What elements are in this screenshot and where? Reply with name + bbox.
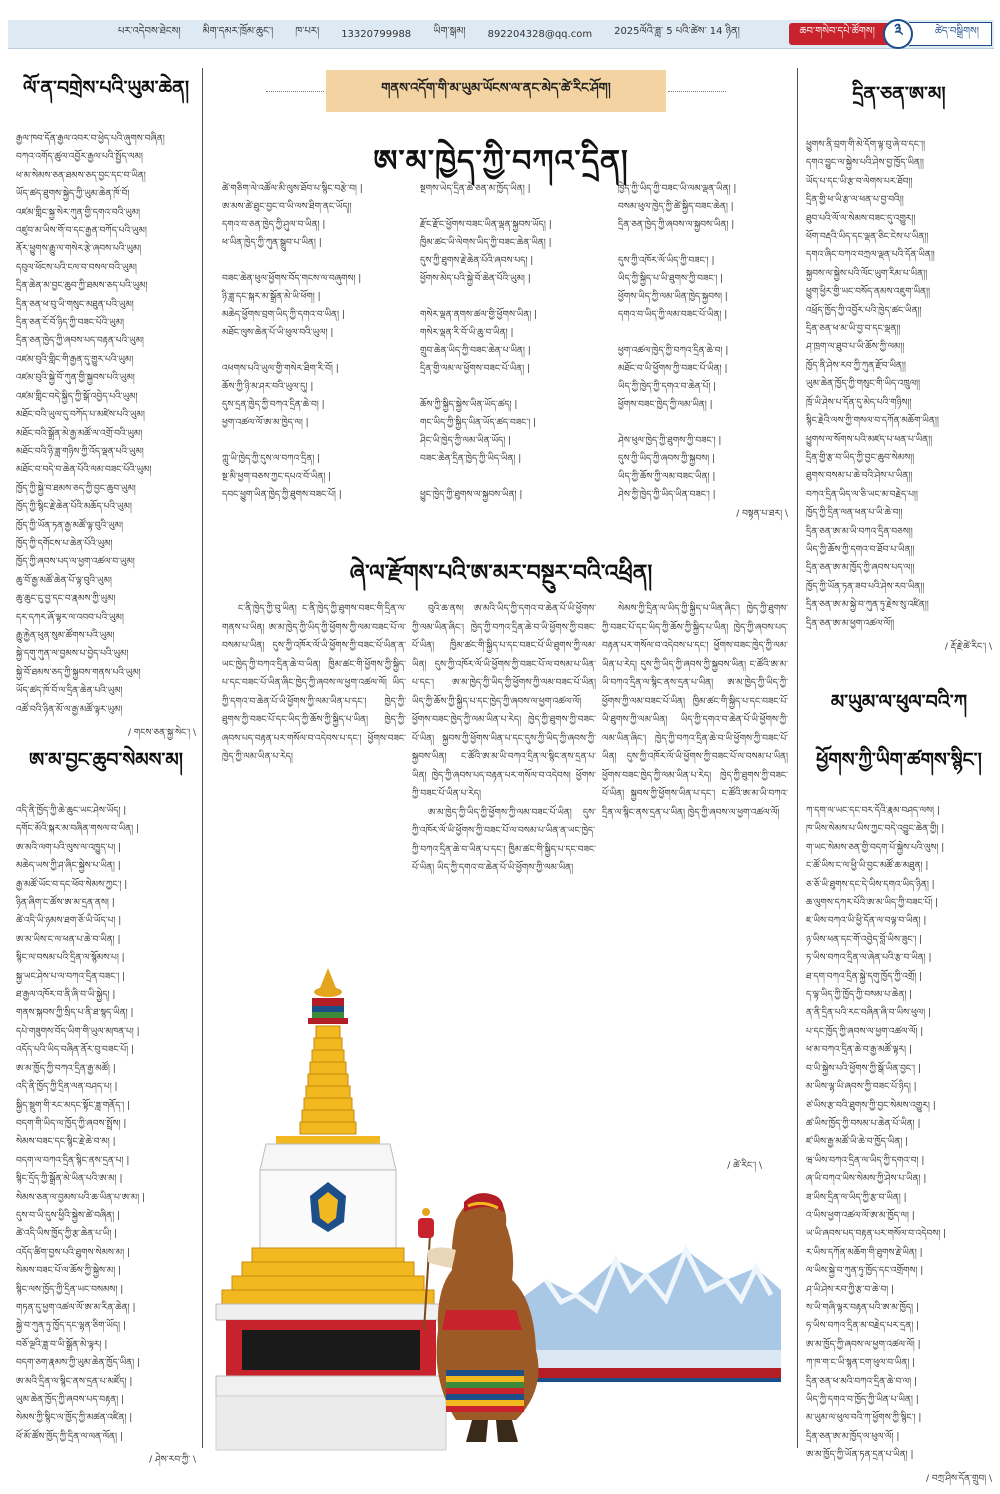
poem-stanza: [222, 450, 406, 504]
poem-line: བཀའ་འགོད་ཚུལ་འབྱོར་རྒྱལ་པའི་སྤྱོད་ལམ།: [16, 152, 143, 163]
poem-line: ཚེ་འདི་ཡི་ཉམས་ཐག་ཅོ་ཡི་ཡོད་པ། |: [16, 916, 122, 927]
poem-line: དགའ་བ་ཡིད་ཀྱི་ལམ་བཟང་པོ་ཡིན། |: [618, 310, 728, 320]
poem-line: འཚོ་བའི་ཉིན་མོ་ལ་རྒྱ་མཚོ་ལྟར་ཡུམ།: [16, 704, 123, 715]
poem-line: སྐྱབས་ལ་སྐྱེས་པའི་ལོང་ཡུག་རིམ་པ་ཡིན།།: [806, 268, 928, 279]
poem-line: སེམས་བཟང་དང་སྙིང་རྗེ་ཆེ་བ་མ། |: [16, 1137, 116, 1148]
poem-line: མཐོང་བའི་ཉི་ཟླ་གཉིས་ཀྱི་འོད་ལྡན་པའི་ཡུམ།: [16, 446, 144, 457]
prose-title: ཞེ་ལ་རྫོགས་པའི་ཨ་མར་བསྔུར་བའི་འཕྲིན།: [349, 560, 653, 586]
poem-line: འ་ཡིས་ཕྱག་འཚལ་ལོ་ཨ་མ་ཁྱོད་ལ། |: [806, 1210, 915, 1221]
poem-line: དུས་དྲན་ཁྱེད་ཀྱི་བཀའ་དྲིན་ཆེ་བ། |: [222, 400, 325, 410]
poem-line: ཡིད་ཀྱི་ཆོས་ཀྱི་དགའ་བ་ཐོབ་པ་ཡིན།།: [806, 544, 915, 555]
poem-line: གནས་སྐབས་ཀྱི་སྲིད་པ་ནི་ཐ་སྙད་ཡིན། |: [16, 1008, 134, 1019]
poem-line: མཐོང་ལུས་ཆེན་པོ་ཡི་ཕུལ་བའི་ཡུལ། |: [222, 328, 334, 338]
poem-line: བཟང་ཆེན་དྲིན་ཁྱེད་ཀྱི་ཡིད་ཡིན། |: [420, 454, 522, 464]
section-banner: གནས་འདོག་གི་མ་ཡུམ་ཡོངས་ལ་ནང་མེད་ཚེ་རིང་ཤོག།: [326, 70, 666, 112]
poem-line: ཤེས་ཀྱི་ཁྱེད་ཀྱི་ཡིད་ཡིན་བཟང་། |: [618, 490, 716, 500]
poem-line: པ་དང་ཁྱོད་ཀྱི་ཞབས་ལ་ཕྱག་འཚལ་ལོ། |: [806, 1026, 924, 1037]
poem-line: དྲིན་གྱི་རྩ་བ་ཡིད་ཀྱི་བྱང་ཆུབ་སེམས།།: [806, 452, 915, 463]
poem-line: དྲིན་ཅན་ཁྱེད་ཀྱི་ཞབས་པད་བརྟན་པའི་ཡུམ།: [16, 336, 144, 347]
poem-line: དུས་བ་ཡི་དུས་ཕྱིའི་སྐྱེས་ཚེ་བཞིན། |: [16, 1210, 121, 1221]
masthead-date: 2025ལོའི་ཟླ་ 5 པའི་ཚེས་ 14 ཉིན།: [614, 26, 740, 37]
poem-line: མ་ཡུམ་ལ་ཕུལ་བའི་ཀ་ཕྱོགས་ཀྱི་སྙིང་། |: [806, 1413, 922, 1424]
poem-line: ཡིད་ཀྱི་ཁྱེད་ཀྱི་དགའ་བ་ཆེན་པོ། |: [618, 382, 717, 392]
poem-stanza: [222, 360, 406, 432]
poem-line: ཐུབ་པའི་ལོ་ལ་སེམས་བཟང་དུ་འགྱུར།།: [806, 213, 916, 224]
poem-line: དུས་ཀྱི་འཁོར་ལོ་ཡིད་ཀྱི་བཟང་། |: [618, 256, 715, 266]
poem-stanza: [420, 216, 604, 288]
poem-stanza: [618, 180, 794, 234]
poem-line: ཕྱུང་ཁྱེད་ཀྱི་ཐུགས་ལ་སྐྱབས་ཡིན། |: [420, 490, 523, 500]
poem-line: ཁྱོད་ཀྱི་དགོངས་པ་ཆེན་པོའི་ཡུམ།: [16, 538, 113, 549]
poem-stanza: [420, 396, 604, 468]
poem-line: གཏན་དུ་ཕྱག་འཚལ་ལོ་ཨ་མ་རིན་ཆེན། |: [16, 1302, 136, 1313]
poem-line: ཁ་ཡིས་སེམས་པ་ཡིས་ཀྱང་བདེ་འབྱུང་ཆེན་གྱི། |: [806, 824, 945, 835]
poem-line: མཐོང་བའི་སྒྲོན་མེ་རྒྱ་མཚོ་ལ་འགྲོ་བའི་ཡུམ།: [16, 428, 143, 439]
poem-line: མཐོང་བའི་ཡུལ་དུ་བཀོད་པ་མཛེས་པའི་ཡུམ།: [16, 410, 145, 421]
poem-line: འཛམ་བུའི་སྐྱེ་བོ་ཀུན་གྱི་སྐྱབས་པའི་ཡུམ།: [16, 373, 135, 384]
poem-line: དུས་ཀྱི་ཡིད་ཀྱི་ཞབས་ཀྱི་སྐྱབས། |: [618, 454, 716, 464]
poem-line: དྲིན་ཅན་ཨ་མ་སྐྱེ་བ་ཀུན་ཏུ་རྗེས་སུ་འཛིན།།: [806, 600, 929, 611]
poem-line: བདག་ཅག་རྣམས་ཀྱི་ཡུམ་ཆེན་ཁྱོད་ཡིན། |: [16, 1358, 141, 1369]
poem-line: གྲུབ་ཆེན་ཡིད་ཀྱི་བཟང་ཆེན་པ་ཡིན། |: [420, 346, 531, 356]
poem-line: དྲིན་ཅན་ཨ་མ་ཁྱོད་ཀྱི་ཞབས་པད་ལ།།: [806, 563, 915, 574]
left-bottom-signature: / ཤེས་རབ་ཀྱི་ \: [149, 1455, 196, 1466]
stupa-illustration: [216, 950, 786, 1450]
poem-line: ཛ་ཡིས་རྒྱ་མཚོ་ཡི་ཆེ་བ་ཁྱོད་ཡིན། |: [806, 1137, 909, 1148]
poem-stanza: [222, 270, 406, 342]
issue-label: ཆབ་གསེབ་དཔེ་ཚོགས།: [789, 23, 908, 45]
left-top-lines: [16, 130, 196, 719]
center-poem-column: [420, 180, 604, 522]
poem-line: སྙིང་རྗེའི་ལས་ཀྱི་གསལ་བ་དཀོན་མཆོག་ཡིན།།: [806, 416, 939, 427]
poem-line: འདོད་ཚིག་བྱས་པའི་ཐུགས་སེམས་མ། |: [16, 1247, 130, 1258]
poem-line: ཨ་མའི་ལག་པའི་ལུས་ལ་འཁྱུད་པ། |: [16, 842, 122, 853]
poem-line: ཚ་ཡིས་ཁྱོད་ཀྱི་བསམ་པ་ཆེན་པོ་ཡིན། |: [806, 1118, 921, 1129]
poem-line: བསམ་ཕུལ་ཁྱེད་ཀྱི་ཚེ་སྐྱིད་བཟང་ཆེན། |: [618, 202, 734, 212]
poem-line: ཨ་མ་ཁྱོད་ཀྱི་ཞབས་ལ་ཕྱག་འཚལ་ལོ། |: [806, 1339, 921, 1350]
poem-line: ཕྱུགས་ནི་བྲག་གི་མེ་དོག་ལྟ་བུ་ཞེ་བ་དང་།།: [806, 140, 925, 150]
poem-line: སེམས་བཟང་པོ་ལ་ཆོས་ཀྱི་སྐྱེས་མ། |: [16, 1266, 122, 1277]
mountain-range: [506, 1250, 781, 1370]
prose-column-1: [222, 600, 406, 762]
poem-line: འཕགས་པའི་ཡུལ་གྱི་གསེར་ཐིག་རི་བོ། |: [222, 364, 339, 374]
poem-line: ཁྱོད་ཀྱི་སྙིང་རྗེ་ཆེན་པོའི་མཆོད་པའི་ཡུམ།: [16, 502, 132, 513]
poem-line: སྙིང་ལ་བསམ་པའི་དྲིན་ལ་སྙོམས་པ། |: [16, 953, 125, 964]
poem-line: ཉིན་ཞིག་ང་ཚོས་ཨ་མ་དྲན་ནས། |: [16, 898, 115, 909]
poem-line: ཁྲོ་ཡི་ཤེས་པ་དོན་དུ་མེད་པའི་གཉིས།།: [806, 397, 912, 408]
poem-stanza: [420, 306, 604, 378]
poem-line: ཁྱིམ་ཚང་ཡི་ལེགས་ཡིད་ཀྱི་བཟང་ཆེན་ཡིན། |: [420, 238, 552, 248]
poem-line: དྲིན་ཅན་ཁྱེད་ཀྱི་ཞབས་ལ་སྐྱབས་ཡིན། |: [618, 220, 735, 230]
left-top-poem: [16, 66, 196, 748]
poem-line: ཕོ་མོ་ཚོས་ཁྱོད་ཀྱི་དྲིན་ལ་ལན་ལོན། |: [16, 1431, 123, 1442]
right-bottom-signature: / བཀྲ་ཤིས་དོན་གྲུབ། \: [925, 1473, 992, 1484]
poem-line: དགའ་ཞིང་བཀའ་བཀྲལ་ལྡན་པའི་དོན་ཡིན།།: [806, 250, 935, 261]
poem-line: དགའ་བ་ཅན་ཁྱེད་ཀྱི་ཤུལ་བ་ཡིན། |: [222, 220, 326, 230]
poem-line: ཆུ་ཆུང་ངུ་བྱ་དང་བ་རྣམས་ཀྱི་ཡུམ།: [16, 594, 116, 605]
poem-line: འཛམ་གླིང་སྐྱ་སེར་ཀུན་གྱི་དགའ་བའི་ཡུམ།: [16, 207, 141, 218]
poem-line: དྲིན་ཅན་ཕ་མ་ཡི་བྱ་བ་དང་ལྡན།།: [806, 324, 901, 335]
left-bottom-poem: [16, 738, 196, 1475]
poem-line: ཁྱེད་ཀྱི་ཡིད་ཀྱི་བཟང་ཡི་ལམ་ལྡན་ཡིན། |: [618, 184, 737, 194]
poem-line: དྲིན་ཅན་ཨ་མ་ཁྱོད་ལ་ཕུལ་ལོ། |: [806, 1431, 900, 1442]
poem-line: དྲིན་གྱི་ལམ་ལ་ཕྱོགས་བཟང་པོ་ཡིན། |: [420, 364, 530, 374]
issue-number: ༣: [883, 19, 913, 49]
poem-line: ཞ་ཡི་བཀའ་ཡིས་སེམས་ཀྱི་ཤེས་པ་ཡིན། |: [806, 1174, 927, 1185]
poem-stanza: [618, 342, 794, 414]
poem-line: དྲིན་ཅན་ཨ་མ་ཕྱག་འཚལ་ལོ།།: [806, 618, 895, 629]
poem-line: ཕ་ཡིན་ཁྱེད་ཀྱི་ཀུན་སྒྲུབ་པ་ཡིན། |: [222, 238, 322, 248]
poem-line: དགོང་མོའི་སྐར་མ་བཞིན་གསལ་བ་ཡིན། |: [16, 824, 139, 835]
poem-line: མཆེད་ཕྱོགས་བྲག་ཡིད་ཀྱི་དགའ་བ་ཡིན། |: [222, 310, 345, 320]
poem-line: ཀ་ཁ་ག་ང་ཡི་སྙན་ངག་ཕུལ་བ་ཡིན། |: [806, 1358, 916, 1369]
right-top-poem: [806, 72, 992, 662]
poem-line: ཁྱོད་ཀྱི་ཞབས་པད་ལ་ཕྱག་འཚལ་བ་ཡུམ།: [16, 557, 135, 568]
poem-line: སྐྱེ་བོ་ཐམས་ཅད་ཀྱི་སྐྱབས་གནས་པའི་ཡུམ།: [16, 667, 141, 678]
poem-line: ཆུ་བོ་རྒྱ་མཚོ་ཆེན་པོ་ལྟ་བུའི་ཡུམ།: [16, 575, 112, 586]
poem-line: ད་ལྟ་ཡིད་ཀྱི་ཁྱོད་ཀྱི་བསམ་པ་ཆེན། |: [806, 990, 913, 1001]
poem-line: ཁྱོད་ཀྱི་དྲིན་ལན་ཕན་པ་ཡི་ཆེ་བ།།: [806, 508, 903, 519]
masthead-meta-item: མིག་དམར་ཁྲོམ་ཆུང་།: [202, 26, 274, 37]
masthead-meta-item: ཁ་པར།: [295, 26, 320, 37]
right-bottom-title-1: མ་ཡུམ་ལ་ཕུལ་བའི་ཀ: [830, 691, 968, 713]
poem-line: ཡིད་ཀྱི་སྐྱིད་པ་ཡི་ཐུགས་ཀྱི་བཟང་། |: [618, 274, 724, 284]
poem-line: ཐ་དག་བཀའ་དྲིན་སྐྱེ་དགུ་ཁྱོད་ཀྱི་འགྲོ། |: [806, 971, 923, 982]
poem-line: ཁྱོད་ཀྱི་ཡོན་ཏན་ཟབ་པའི་ཤེས་རབ་ཡིན།།: [806, 581, 925, 592]
poem-line: སྙིང་དྲོད་ཀྱི་སྒྲོན་མེ་ཡིན་པའི་ཨ་མ། |: [16, 1174, 123, 1185]
left-top-signature: / གངས་ཅན་སྐྱ་སེང་། \: [127, 728, 196, 738]
center-poem-signature: / བསྟན་པ་ཐར། \: [736, 509, 788, 519]
poem-line: ཕྱོགས་ཡིད་ཀྱི་ལམ་ཡིན་ཁྱེད་སྐྱབས། |: [618, 292, 728, 302]
poem-line: ར་ཡིས་དཀོན་མཆོག་གི་ཐུགས་རྗེ་ཡིན། |: [806, 1247, 923, 1258]
right-bottom-title-2: ཕྱོགས་ཀྱི་ཡིག་ཚགས་སྙིང་།: [816, 749, 982, 771]
poem-line: དར་དཀར་ཞོ་ལྟར་ལ་འབབ་པའི་ཡུམ།: [16, 612, 124, 623]
poem-line: ཨ་མས་ཚེ་ཐུང་བྱང་བ་ཡི་ལས་ཐིག་ནང་ཡོད།།: [222, 202, 352, 212]
poem-line: ཡུམ་ཆེན་ཁྱོད་ཀྱི་གསུང་གི་ཡིད་འཁྲུལ།།: [806, 379, 921, 390]
poem-line: རྒྱུ་རྐྱེན་ཕུན་སུམ་ཚོགས་པའི་ཡུམ།: [16, 630, 115, 641]
poem-line: གསེར་ལྡན་རི་བོ་ཡི་ཆུ་བ་ཡིན། |: [420, 328, 514, 338]
poem-line: བདག་གི་ཡིད་ལ་ཁྱོད་ཀྱི་ཞབས་སྤྲོས། |: [16, 1118, 127, 1129]
poem-line: ཕ་མ་བཀའ་དྲིན་ཆེ་བ་རྒྱ་མཚོ་ལྟར། |: [806, 1045, 912, 1056]
poem-line: ཨ་མ་ཁྱོད་ཀྱི་བཀའ་དྲིན་རྒྱ་མཚོ། |: [16, 1063, 116, 1074]
poem-line: ཕྱོགས་བཟང་ཁྱེད་ཀྱི་ལམ་ཡིན། |: [618, 400, 713, 410]
poem-line: རྒྱལ་ཁབ་དོན་རྒྱལ་འབར་བ་ཕྱེད་པའི་ཞུགས་བཞིན།: [16, 134, 165, 144]
poem-line: ཐ་རྒྱལ་འཁོར་བ་ནི་ཞི་བ་ཡི་སྐྱེད། |: [16, 990, 116, 1001]
poem-line: ཀླུ་ཡི་ཁྱེད་ཀྱི་དུས་ལ་བཀའ་དྲིན། |: [222, 454, 321, 464]
poem-line: རྫོང་རྫོང་ཕྱོགས་བཟང་ཡིན་ལྡན་སྐྱབས་ཡོད། |: [420, 220, 552, 230]
poem-line: སེམས་ཀྱི་སྙིང་ལ་ཁྱོད་ཀྱི་མཚན་འཛིན། |: [16, 1413, 133, 1424]
poem-line: ཕྱུག་ཕྱིར་གྱི་ཡང་བསོད་ནམས་འཇུག་ཡིན།།: [806, 287, 930, 298]
right-top-title: དྲིན་ཅན་ཨ་མ།: [852, 83, 946, 105]
poem-line: ཕྱུགས་ལ་སོགས་པའི་མཛད་པ་ཕན་པ་ཡིན།།: [806, 434, 933, 445]
poem-line: བཟང་ཆེན་ཕུལ་ཕྱོགས་བོད་གངས་ལ་བཞུགས། |: [222, 274, 362, 284]
poem-line: སྙིང་ལས་ཁྱོད་ཀྱི་དྲིན་ཡང་བསམས། |: [16, 1284, 124, 1295]
poem-line: ཕྱག་འཚལ་ལོ་ཨ་མ་ཁྱེད་ལ། |: [222, 418, 309, 428]
poem-line: སེམས་ཅན་ལ་བྱམས་པའི་ཆ་ཡིན་པ་ཨ་མ། |: [16, 1192, 146, 1203]
poem-line: ང་ཚོ་ཡིས་ང་ལ་ཕྱི་ཡི་བྱང་མཚོ་ཆ་མཐུན། |: [806, 861, 929, 872]
poem-line: སྐྱིད་སྡུག་གི་རང་མདང་སྟོང་ཟླ་གནོད་། |: [16, 1100, 131, 1111]
poem-line: ཁྱོད་ཀྱི་ཡོན་ཏན་རྒྱ་མཚོ་ལྟ་བུའི་ཡུམ།: [16, 520, 123, 531]
poem-line: དྲིན་ཅན་ཕ་བུ་ཡི་གསུང་མཐུན་པའི་ཡུམ།: [16, 299, 134, 310]
poem-line: ཅ་ཅོ་ཡི་ཐུགས་དང་དེ་ཡིས་དགའ་ཡིད་ཉིན། |: [806, 879, 935, 890]
poem-line: ན་ནི་དྲིན་པའི་རང་བཞིན་ཞི་བ་ཡིས་ཕུལ། |: [806, 1008, 931, 1019]
masthead-meta-item: པར་འདེབས་ཐེངས།: [118, 26, 181, 37]
poem-line: དབང་ཕྱུག་ཡིན་ཁྱེད་ཀྱི་ཐུགས་བཟང་པོ། |: [222, 490, 342, 500]
poem-line: སྔ་མི་ཕྱག་བཅས་ཀྱང་དཔའ་བོ་ཡིན། |: [222, 472, 332, 482]
poem-line: ཡོད་པ་དང་ཡི་རྩ་བ་ལེགས་པར་ཐོབ།།: [806, 176, 913, 187]
poem-line: དུས་ཀྱི་ཐུགས་རྗེ་ཆེན་པོའི་ཞབས་པད། |: [420, 256, 534, 266]
poem-line: ཏ་ཡིས་བཀའ་དྲིན་ལ་ཞེན་པའི་རྩ་བ་ཡིན། |: [806, 953, 932, 964]
poem-line: དཔེ་གཟུགས་བོད་ཡིག་གི་ཡུལ་མཁན་པ། |: [16, 1026, 140, 1037]
poem-stanza: [420, 180, 604, 198]
column-divider: [797, 68, 798, 1448]
poem-line: གང་ཡིད་ཀྱི་སྐྱིད་ཡིན་ཡོད་ཚད་བཟང་། |: [420, 418, 537, 428]
poem-line: ཆ་ལུགས་དཀར་པོའི་ཨ་མ་ཡིད་ཀྱི་བཟང་པོ། |: [806, 898, 939, 909]
right-top-lines: [806, 136, 992, 633]
poem-line: ཕོག་བརྡའི་ཡིད་དང་ལྡན་ཅིང་ངེས་པ་ཡིན།།: [806, 232, 929, 243]
poem-line: ཁྱོད་ནི་ཤེས་རབ་ཀྱི་ཀུན་རྫོབ་ཡིན།།: [806, 360, 906, 371]
poem-line: ཤེས་ཕུལ་ཁྱེད་ཀྱི་ཐུགས་ཀྱི་བཟང་། |: [618, 436, 722, 446]
poem-line: དྲིན་ཅན་ཨ་མ་ཡི་བཀའ་དྲིན་བཅས།།: [806, 526, 913, 537]
poem-line: ཐུགས་བསམ་པ་ཆེ་བའི་ཤེས་པ་ཡིན།།: [806, 471, 913, 482]
poem-line: ཕ་མ་སེམས་ཅན་ཐམས་ཅད་བྱང་དང་བ་ཡིན།: [16, 170, 146, 181]
poem-stanza: [222, 180, 406, 252]
poem-line: འདོད་པའི་ཡིད་བཞིན་ནོར་བུ་བཟང་པོ། |: [16, 1045, 134, 1056]
poem-line: ཧ་ཡིས་བཀའ་དྲིན་མ་བརྗེད་པར་དྲན། |: [806, 1321, 920, 1332]
poem-line: ས་ཡི་གཞི་ལྟར་བརྟན་པའི་ཨ་མ་ཁྱོད། |: [806, 1302, 919, 1313]
right-top-signature: / རྡོ་རྗེ་ཚེ་རིང་། \: [944, 641, 992, 652]
poem-line: ཡུམ་ཆེན་ཁྱོད་ཀྱི་ཞབས་པད་བརྟན། |: [16, 1395, 125, 1405]
poem-line: ཕྱོགས་མེད་པའི་སྐྱེ་བོ་ཆེན་པོའི་ཡུམ། |: [420, 274, 531, 284]
poem-line: འཕྲོད་ཁྱོད་ཀྱི་འབྱོར་པའི་ཁྱེད་ཚང་ཡིན།།: [806, 305, 922, 316]
prose-paragraph: སེམས་ཀྱི་དྲིན་ལ་ཡིད་ཀྱི་སྐྱིད་པ་ཡིན་ཞིང་། ཁྱེད་ཀྱི་ཐུགས་ཀྱི་བཟང་པོ་དང་ཡིད་ཀྱི་ཆོས་ཀྱི་སྐྱིད་པ་ཡིན། ཁྱེད་ཀྱི་ཞབས་པད་བརྟན་པར་གསོལ་བ་འདེབས་པ་དང་། ཕྱོགས་བཟང་ཁྱེད་ཀྱི་ལམ་ཡིན་པ་རེད། དུས་ཀྱི་ཡིད་ཀྱི་ཞབས་ཀྱི་སྐྱབས་ཡིན། ང་ཚོའི་ཨ་མ་ཡི་བཀའ་དྲིན་ལ་སྙིང་ནས་དྲན་པ་ཡིན། ཨ་མ་ཁྱེད་ཀྱི་ཡིད་ཀྱི་ཕྱོགས་ཀྱི་ལམ་བཟང་པོ་ཡིན། ཁྱིམ་ཚང་གི་སྐྱིད་པ་དང་བཟང་པོ་ཡི་ཐུགས་ཀྱི་ལམ་ཡིན། ཡིད་ཀྱི་དགའ་བ་ཆེན་པོ་ཡི་ཕྱོགས་ཀྱི་ལམ་ཡིན་ཞིང་། ཁྱེད་ཀྱི་བཀའ་དྲིན་ཆེ་བ་ཡི་ཕྱོགས་ཀྱི་བཟང་པོ་ཡིན། དུས་ཀྱི་འཁོར་ལོ་ཡི་ཕྱོགས་ཀྱི་བཟང་པོ་ལ་བསམ་པ་ཡིན། ཕྱོགས་བཟང་ཁྱེད་ཀྱི་ལམ་ཡིན་པ་རེད། ཁྱེད་ཀྱི་ཐུགས་ཀྱི་བཟང་པོ་ཡིན། སྐྱབས་ཀྱི་ཕྱོགས་ཡིན་པ་དང་། ང་ཚོའི་ཨ་མ་ཡི་བཀའ་དྲིན་ལ་སྙིང་ནས་དྲན་པ་ཡིན། ཁྱེད་ཀྱི་ཞབས་ལ་ཕྱག་འཚལ་ལོ།: [602, 604, 788, 818]
poem-line: ཡིད་ཀྱི་དགའ་བ་ཁྱོད་ཀྱི་ཡིན་པ་ཡིན། |: [806, 1395, 919, 1405]
poem-line: ཆོས་ཀྱི་སྐྱིད་སྐྱེས་ཡིན་ཡོད་ཚད། |: [420, 400, 518, 410]
poem-line: རྒྱ་མཚོ་ཡོང་བ་དང་ཕོབ་སེམས་ཀྱང་། |: [16, 879, 128, 890]
poem-line: སྐྱེ་བ་ཀུན་ཏུ་ཁྱོད་དང་ལྷན་ཅིག་ཡོད། |: [16, 1321, 126, 1332]
poem-line: ཉི་ཟླ་དང་སྐར་མ་སྒྲོན་མེ་ཡི་ཕོག། |: [222, 292, 321, 302]
poem-line: ཁྱོད་ཀྱི་སྐྱེ་བ་ཐམས་ཅད་ཀྱི་བྱང་ཆུབ་ཡུམ།: [16, 483, 136, 494]
poem-line: ག་ཡང་སེམས་ཅན་གྱི་བདག་པོ་སྐྱེས་པའི་ལུས། |: [806, 842, 945, 853]
left-bottom-lines: [16, 802, 196, 1446]
poem-line: དྲིན་གྱི་ཕ་ཡི་རྩ་ལ་ཕན་པ་བྱ་བའི།།: [806, 195, 904, 206]
left-top-title: ལོ་ན་བགྲེས་པའི་ཡུམ་ཆེན།: [22, 77, 190, 99]
poem-line: དྲིན་ཆེན་མ་བྱང་ཆུབ་ཀྱི་ཐམས་ཅད་པའི་ཡུམ།: [16, 281, 148, 292]
poem-line: བཀའ་དྲིན་ཡིད་ལ་ཅི་ཡང་མ་བརྗེད་པ།།: [806, 489, 918, 500]
poem-line: བདག་ལ་བཀའ་དྲིན་སྙིང་ནས་དྲན་པ། |: [16, 1155, 130, 1166]
banner-rule-right: [668, 91, 726, 92]
poem-line: སྐྱ་ཡང་ཤེས་པ་ལ་བཀའ་དྲིན་བཟང་། |: [16, 971, 126, 982]
poem-line: ཚེ་འདི་ཡིས་ཁྱོད་ཀྱི་རྩ་ཆེན་པ་ཡི། |: [16, 1229, 118, 1240]
masthead: [8, 20, 994, 49]
right-bottom-poem: [806, 680, 992, 1494]
poem-line: ཤ་ཡི་ཤེས་རབ་ཀྱི་རྩ་བ་ཆེ་བ། |: [806, 1284, 895, 1295]
poem-line: ཨ་མའི་དྲིན་ལ་སྙིང་ནས་དྲན་པ་མཛོད། |: [16, 1376, 133, 1387]
poem-line: བ་ཡི་སྐྱེས་པའི་ཕྱོགས་ཀྱི་སྒོ་ཡིན་བྱང་། |: [806, 1063, 921, 1074]
poem-line: བཅོ་ལྔའི་ཟླ་བ་ཡི་སྒྲོན་མེ་ལྟར། |: [16, 1339, 108, 1350]
issue-badge: [789, 21, 992, 47]
poem-line: ཟ་ཡིས་དྲིན་ལ་ཡིད་ཀྱི་རྩ་བ་ཡིན། |: [806, 1192, 907, 1203]
poem-line: ཡ་ཡི་ཞབས་པད་བརྟན་པར་གསོལ་བ་འདེབས། |: [806, 1229, 947, 1240]
masthead-email: 892204328@qq.com: [487, 28, 593, 40]
center-poem-column: [618, 180, 794, 522]
poem-line: སྔགས་ཡེད་དྲིན་ཆེ་ཅན་མ་ཁྱོད་ཡིན། |: [420, 184, 531, 194]
poem-line: འདི་ནི་ཁྱོད་ཀྱི་དྲིན་ལན་བཤད་པ། |: [16, 1082, 118, 1093]
poem-line: ཉ་ཡིས་ཕན་དང་གོ་འབྱེད་བློ་ཡིས་ཟུང་། |: [806, 934, 923, 945]
poem-line: ལ་ཡིས་སྐྱེ་བ་ཀུན་ཏུ་ཁྱོད་དང་འགྲོགས། |: [806, 1266, 924, 1277]
poem-line: ཆོས་ཀྱི་ཉི་མ་ཤར་བའི་ཡུལ་དུ། |: [222, 382, 314, 392]
poem-line: ཕྱག་འཚལ་ཁྱེད་ཀྱི་བཀའ་དྲིན་ཆེ་བ། |: [618, 346, 729, 356]
poem-line: མཐོང་བ་ཡི་ཕྱོགས་ཀྱི་བཟང་པོ་ཡིན། |: [618, 364, 728, 374]
apron-stripes: [446, 1370, 524, 1412]
poem-line: དགའ་བྱུང་ལ་སྐྱེས་པའི་ཤེས་བྱ་ཁྱོད་ཡིན།།: [806, 158, 924, 169]
column-divider: [202, 68, 203, 1448]
poem-line: ཇ་ཡིས་བཀའ་ཡི་ཕྱི་དོན་ལ་བལྟ་བ་ཡིན། |: [806, 916, 927, 927]
masthead-meta-item: ཡིག་སྒམ།: [433, 26, 466, 37]
poem-line: མཆེད་ཡས་ཀྱི་ཤ་ཞིང་སྐྱེས་པ་ཡིན། |: [16, 861, 121, 872]
poem-line: ཨ་མ་ཡིས་ང་ལ་ཕན་པ་ཆེ་བ་ཡིན། |: [16, 934, 121, 945]
prose-signature: / ཚེ་རིང་། \: [727, 1161, 762, 1171]
poem-line: མཐོང་བ་བདེ་བ་ཆེན་པོའི་ལམ་བཟང་པོའི་ཡུམ།: [16, 465, 152, 476]
poem-line: ཚེ་གཅིག་ལེ་འཚོལ་མི་ལུས་ཐོབ་པ་སྙིང་བརྩེ་བ། |: [222, 184, 363, 194]
poem-line: འཛམ་བུའི་གླིང་གི་རྒྱན་དུ་གྱུར་པའི་ཡུམ།: [16, 354, 134, 365]
poem-line: འཛམ་གླིང་བདེ་སྐྱིད་ཀྱི་སྒོ་འབྱེད་པའི་ཡུམ།: [16, 391, 138, 402]
poem-line: ཡོད་ཚད་ཐུགས་སྐྱེད་ཀྱི་ཡུམ་ཆེན་ཁོ་བོ།: [16, 189, 130, 200]
poem-line: ཨ་མ་ཁྱོད་ཀྱི་ཡོན་ཏན་དྲན་པ་ཡིན། |: [806, 1450, 914, 1461]
poem-line: སྐྱེ་དགུ་ཀུན་ལ་བྱམས་པ་བྱེད་པའི་ཡུམ།: [16, 649, 129, 660]
poem-line: ཡོད་ཚད་ཁོ་བོ་ལ་དྲིན་ཆེན་པའི་ཡུམ།: [16, 686, 123, 697]
poem-line: འཛུབ་མ་ཡིས་གོ་བ་དང་རྒྱན་བཀོད་པའི་ཡུམ།: [16, 226, 147, 237]
poem-line: ཝ་ཡིས་བཀའ་དྲིན་ལ་ཡིད་ཀྱི་དགའ་བ། |: [806, 1155, 925, 1166]
poem-line: ཤ་ཁྲག་ལ་ཐུབ་པ་ཡི་ཆོས་ཀྱི་ལམ།།: [806, 342, 905, 353]
poem-line: དྲིན་ཅན་ཕ་མའི་བཀའ་དྲིན་ཆེ་བ་ལ། |: [806, 1376, 917, 1387]
prose-paragraph: བུའི་ཆ་ནས། ཨ་མའི་ཡིད་ཀྱི་དགའ་བ་ཆེན་པོ་ཡི་ཕྱོགས་ཀྱི་ལམ་ཡིན་ཞིང་། ཁྱེད་ཀྱི་བཀའ་དྲིན་ཆེ་བ་ཡི་ཕྱོགས་ཀྱི་བཟང་པོ་ཡིན། ཁྱིམ་ཚང་གི་སྐྱིད་པ་དང་བཟང་པོ་ཡི་ཐུགས་ཀྱི་ལམ་ཡིན། དུས་ཀྱི་འཁོར་ལོ་ཡི་ཕྱོགས་ཀྱི་བཟང་པོ་ལ་བསམ་པ་ཡིན་པ་དང་། ཨ་མ་ཁྱེད་ཀྱི་ཡིད་ཀྱི་ཕྱོགས་ཀྱི་ལམ་བཟང་པོ་ཡིན། ཡིད་ཀྱི་ཆོས་ཀྱི་སྐྱིད་པ་དང་ཁྱེད་ཀྱི་ཞབས་ལ་ཕྱག་འཚལ་ལོ། ཕྱོགས་བཟང་ཁྱེད་ཀྱི་ལམ་ཡིན་པ་རེད། ཁྱེད་ཀྱི་ཐུགས་ཀྱི་བཟང་པོ་ཡིན། སྐྱབས་ཀྱི་ཕྱོགས་ཡིན་པ་དང་དུས་ཀྱི་ཡིད་ཀྱི་ཞབས་ཀྱི་སྐྱབས་ཡིན། ང་ཚོའི་ཨ་མ་ཡི་བཀའ་དྲིན་ལ་སྙིང་ནས་དྲན་པ་ཡིན། ཁྱེད་ཀྱི་ཞབས་པད་བརྟན་པར་གསོལ་བ་འདེབས། ཕྱོགས་ཀྱི་བཟང་པོ་ཡིན་པ་རེད།: [412, 604, 596, 799]
prose-paragraph: ཨ་མ་ཁྱེད་ཀྱི་ཡིད་ཀྱི་ཕྱོགས་ཀྱི་ལམ་བཟང་པོ་ཡིན། དུས་ཀྱི་འཁོར་ལོ་ཡི་ཕྱོགས་ཀྱི་བཟང་པོ་ལ་བསམ་པ་ཡིན་ན་ཡང་ཁྱེད་ཀྱི་བཀའ་དྲིན་ཆེ་བ་ཡིན་པ་དང་། ཁྱིམ་ཚང་གི་སྐྱིད་པ་དང་བཟང་པོ་ཡིན། ཡིད་ཀྱི་དགའ་བ་ཆེན་པོ་ཡི་ཕྱོགས་ཀྱི་ལམ་ཡིན།: [412, 807, 596, 873]
masthead-phone: 13320799988: [341, 28, 412, 40]
masthead-meta: [8, 20, 789, 48]
banner-rule-left: [266, 91, 324, 92]
poem-stanza: [420, 486, 604, 504]
poem-line: ནོར་ཕྱུགས་རྒྱུ་ལ་གསེར་རྩེ་ཞབས་པའི་ཡུམ།: [16, 244, 142, 255]
poem-line: ཙ་ཡིས་རྩ་བའི་ཐུགས་ཀྱི་བྱང་སེམས་འགྱུར། |: [806, 1100, 936, 1111]
left-bottom-title: ཨ་མ་བྱང་ཆུབ་སེམས་མ།: [29, 749, 183, 771]
poem-line: ཡིད་ཀྱི་ཆོས་ཀྱི་ལམ་བཟང་ཡིན། |: [618, 472, 716, 482]
poem-stanza: [618, 432, 794, 504]
section-label: ཚེད་བསྒྲིགས།: [909, 22, 992, 46]
poem-line: དབུལ་ཕོངས་པའི་ངལ་བ་བསལ་བའི་ཡུམ།: [16, 262, 137, 273]
poem-line: དྲིན་ཅན་ངོ་བོ་ཉིད་ཀྱི་བཟང་པོའི་ཡུམ།: [16, 318, 125, 329]
poem-stanza: [618, 252, 794, 324]
poem-line: གསེར་ལྡན་ནགས་ཚལ་གྱི་ཕྱོགས་ཡིན། |: [420, 310, 538, 320]
prose-paragraph: ང་ནི་ཁྱེད་ཀྱི་བུ་ཡིན། ང་ནི་ཁྱེད་ཀྱི་ཐུགས་བཟང་གི་དྲིན་ལ་གནས་པ་ཡིན། ཨ་མ་ཁྱེད་ཀྱི་ཡིད་ཀྱི་ཕྱོགས་ཀྱི་ལམ་བཟང་པོ་ལ་བསམ་པ་ཡིན། དུས་ཀྱི་འཁོར་ལོ་ཡི་ཕྱོགས་ཀྱི་བཟང་པོ་ཡིན་ན་ཡང་ཁྱེད་ཀྱི་བཀའ་དྲིན་ཆེ་བ་ཡིན། ཁྱིམ་ཚང་གི་ཕྱོགས་ཀྱི་སྐྱིད་པ་དང་བཟང་པོ་ཡིན་ཞིང་ཁྱེད་ཀྱི་ཞབས་ལ་ཕྱག་འཚལ་ལོ། ཡིད་ཀྱི་དགའ་བ་ཆེན་པོ་ཡི་ཕྱོགས་ཀྱི་ལམ་ཡིན་པ་དང་། ཁྱེད་ཀྱི་ཐུགས་ཀྱི་བཟང་པོ་དང་ཡིད་ཀྱི་ཆོས་ཀྱི་སྐྱིད་པ་ཡིན། ཁྱེད་ཀྱི་ཞབས་པད་བརྟན་པར་གསོལ་བ་འདེབས་པ་དང་། ཕྱོགས་བཟང་ཁྱེད་ཀྱི་ལམ་ཡིན་པ་རེད།: [222, 604, 406, 762]
poem-line: མ་ཡིས་ལྷ་ཡི་ཞབས་ཀྱི་བཟང་པོ་ཉིད། |: [806, 1082, 917, 1093]
stupa: [216, 968, 446, 1450]
center-poem-column: [222, 180, 406, 522]
poem-line: ཀ་དག་ལ་ཡང་དང་བར་དོའི་རྣམ་བཤད་ལས། |: [806, 806, 940, 816]
right-bottom-lines: [806, 802, 992, 1465]
main-title: ཨ་མ་ཁྱེད་ཀྱི་བཀའ་དྲིན།: [373, 144, 629, 179]
poem-line: འདི་ནི་ཁྱོད་ཀྱི་ཆེ་ཆུང་ཡང་ཤེས་ཡོད། |: [16, 806, 127, 816]
poem-line: ཤིང་ཡི་ཁྱེད་ཀྱི་ལམ་ཡིན་ཡོད། |: [420, 436, 512, 446]
